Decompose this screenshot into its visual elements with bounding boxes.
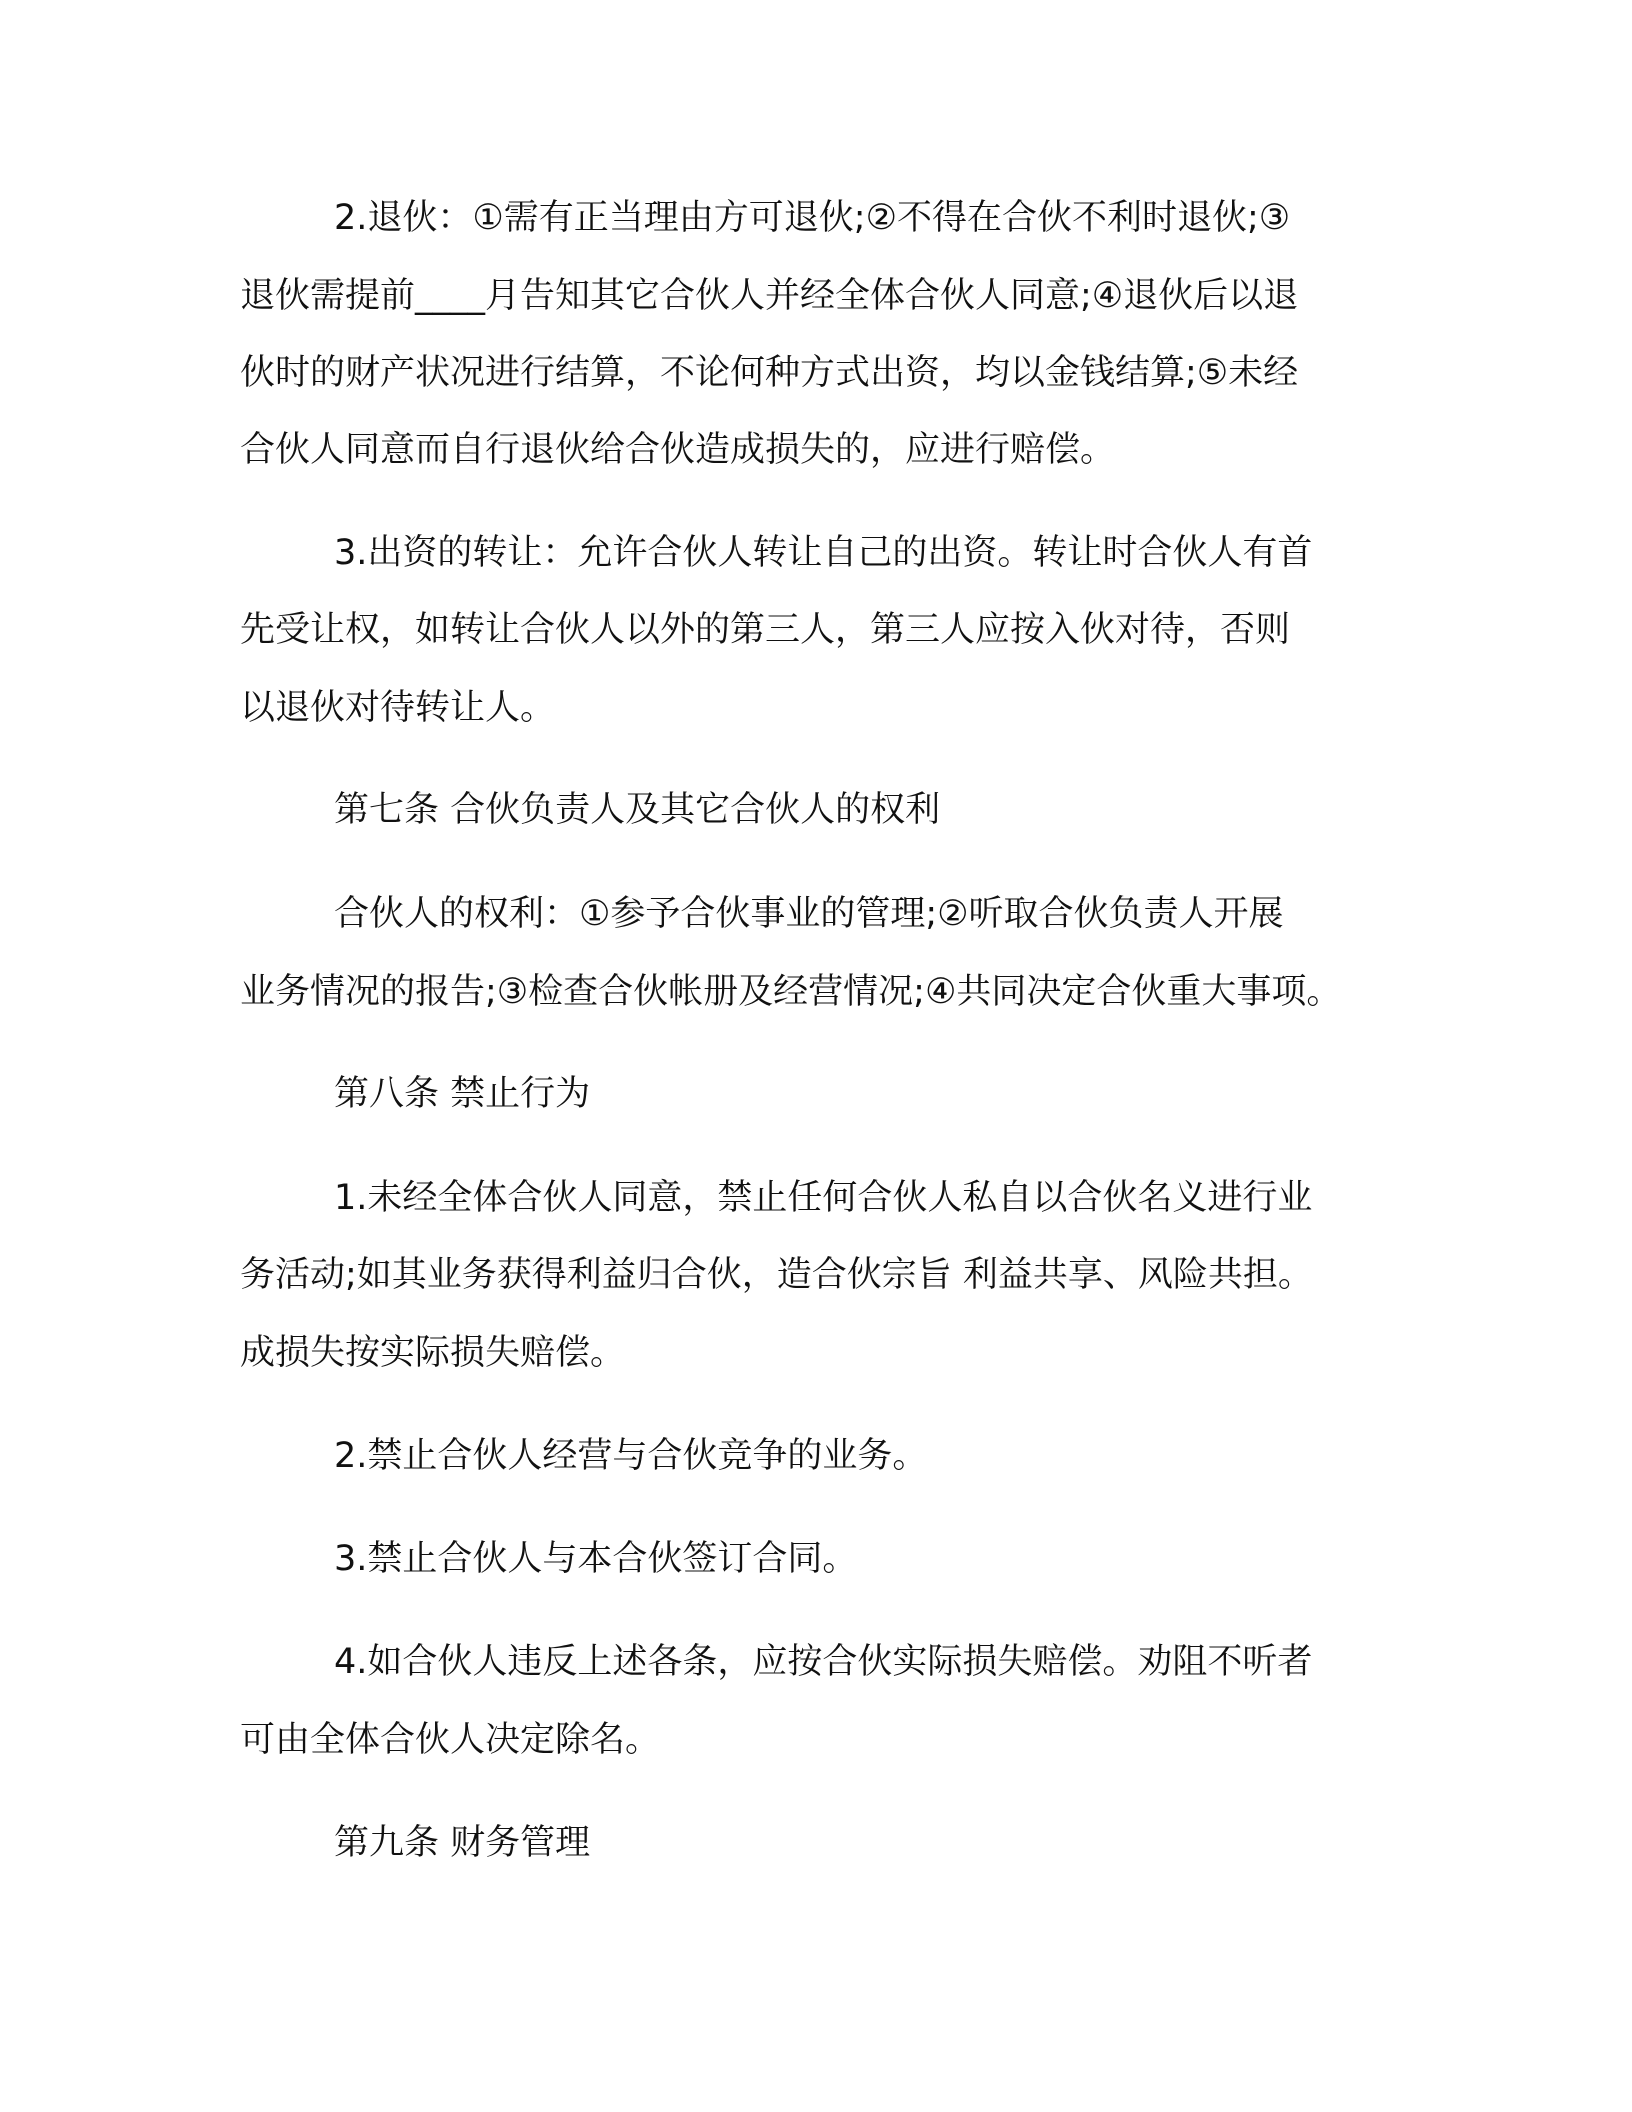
prohibition-1-line-1: 1.未经全体合伙人同意，禁止任何合伙人私自以合伙名义进行业 <box>334 1178 1313 1218</box>
article-7-heading: 第七条 合伙负责人及其它合伙人的权利 <box>334 790 941 830</box>
withdrawal-paragraph-line-2: 退伙需提前____月告知其它合伙人并经全体合伙人同意;④退伙后以退 <box>240 276 1299 316</box>
transfer-paragraph-line-3: 以退伙对待转让人。 <box>240 688 556 728</box>
transfer-paragraph-line-1: 3.出资的转让：允许合伙人转让自己的出资。转让时合伙人有首 <box>334 533 1313 573</box>
prohibition-4-line-2: 可由全体合伙人决定除名。 <box>240 1720 661 1760</box>
prohibition-4-line-1: 4.如合伙人违反上述各条，应按合伙实际损失赔偿。劝阻不听者 <box>334 1642 1313 1682</box>
article-8-heading: 第八条 禁止行为 <box>334 1074 591 1114</box>
withdrawal-paragraph-line-3: 伙时的财产状况进行结算，不论何种方式出资，均以金钱结算;⑤未经 <box>240 353 1299 393</box>
partner-rights-line-2: 业务情况的报告;③检查合伙帐册及经营情况;④共同决定合伙重大事项。 <box>240 972 1342 1012</box>
withdrawal-paragraph-line-4: 合伙人同意而自行退伙给合伙造成损失的，应进行赔偿。 <box>240 430 1116 470</box>
transfer-paragraph-line-2: 先受让权，如转让合伙人以外的第三人，第三人应按入伙对待，否则 <box>240 610 1291 650</box>
prohibition-2: 2.禁止合伙人经营与合伙竞争的业务。 <box>334 1436 928 1476</box>
prohibition-1-line-2: 务活动;如其业务获得利益归合伙，造合伙宗旨 利益共享、风险共担。 <box>240 1255 1313 1295</box>
partner-rights-line-1: 合伙人的权利：①参予合伙事业的管理;②听取合伙负责人开展 <box>334 894 1284 934</box>
prohibition-1-line-3: 成损失按实际损失赔偿。 <box>240 1333 626 1373</box>
article-9-heading: 第九条 财务管理 <box>334 1823 591 1863</box>
withdrawal-paragraph-line-1: 2.退伙：①需有正当理由方可退伙;②不得在合伙不利时退伙;③ <box>334 198 1291 238</box>
prohibition-3: 3.禁止合伙人与本合伙签订合同。 <box>334 1539 858 1579</box>
